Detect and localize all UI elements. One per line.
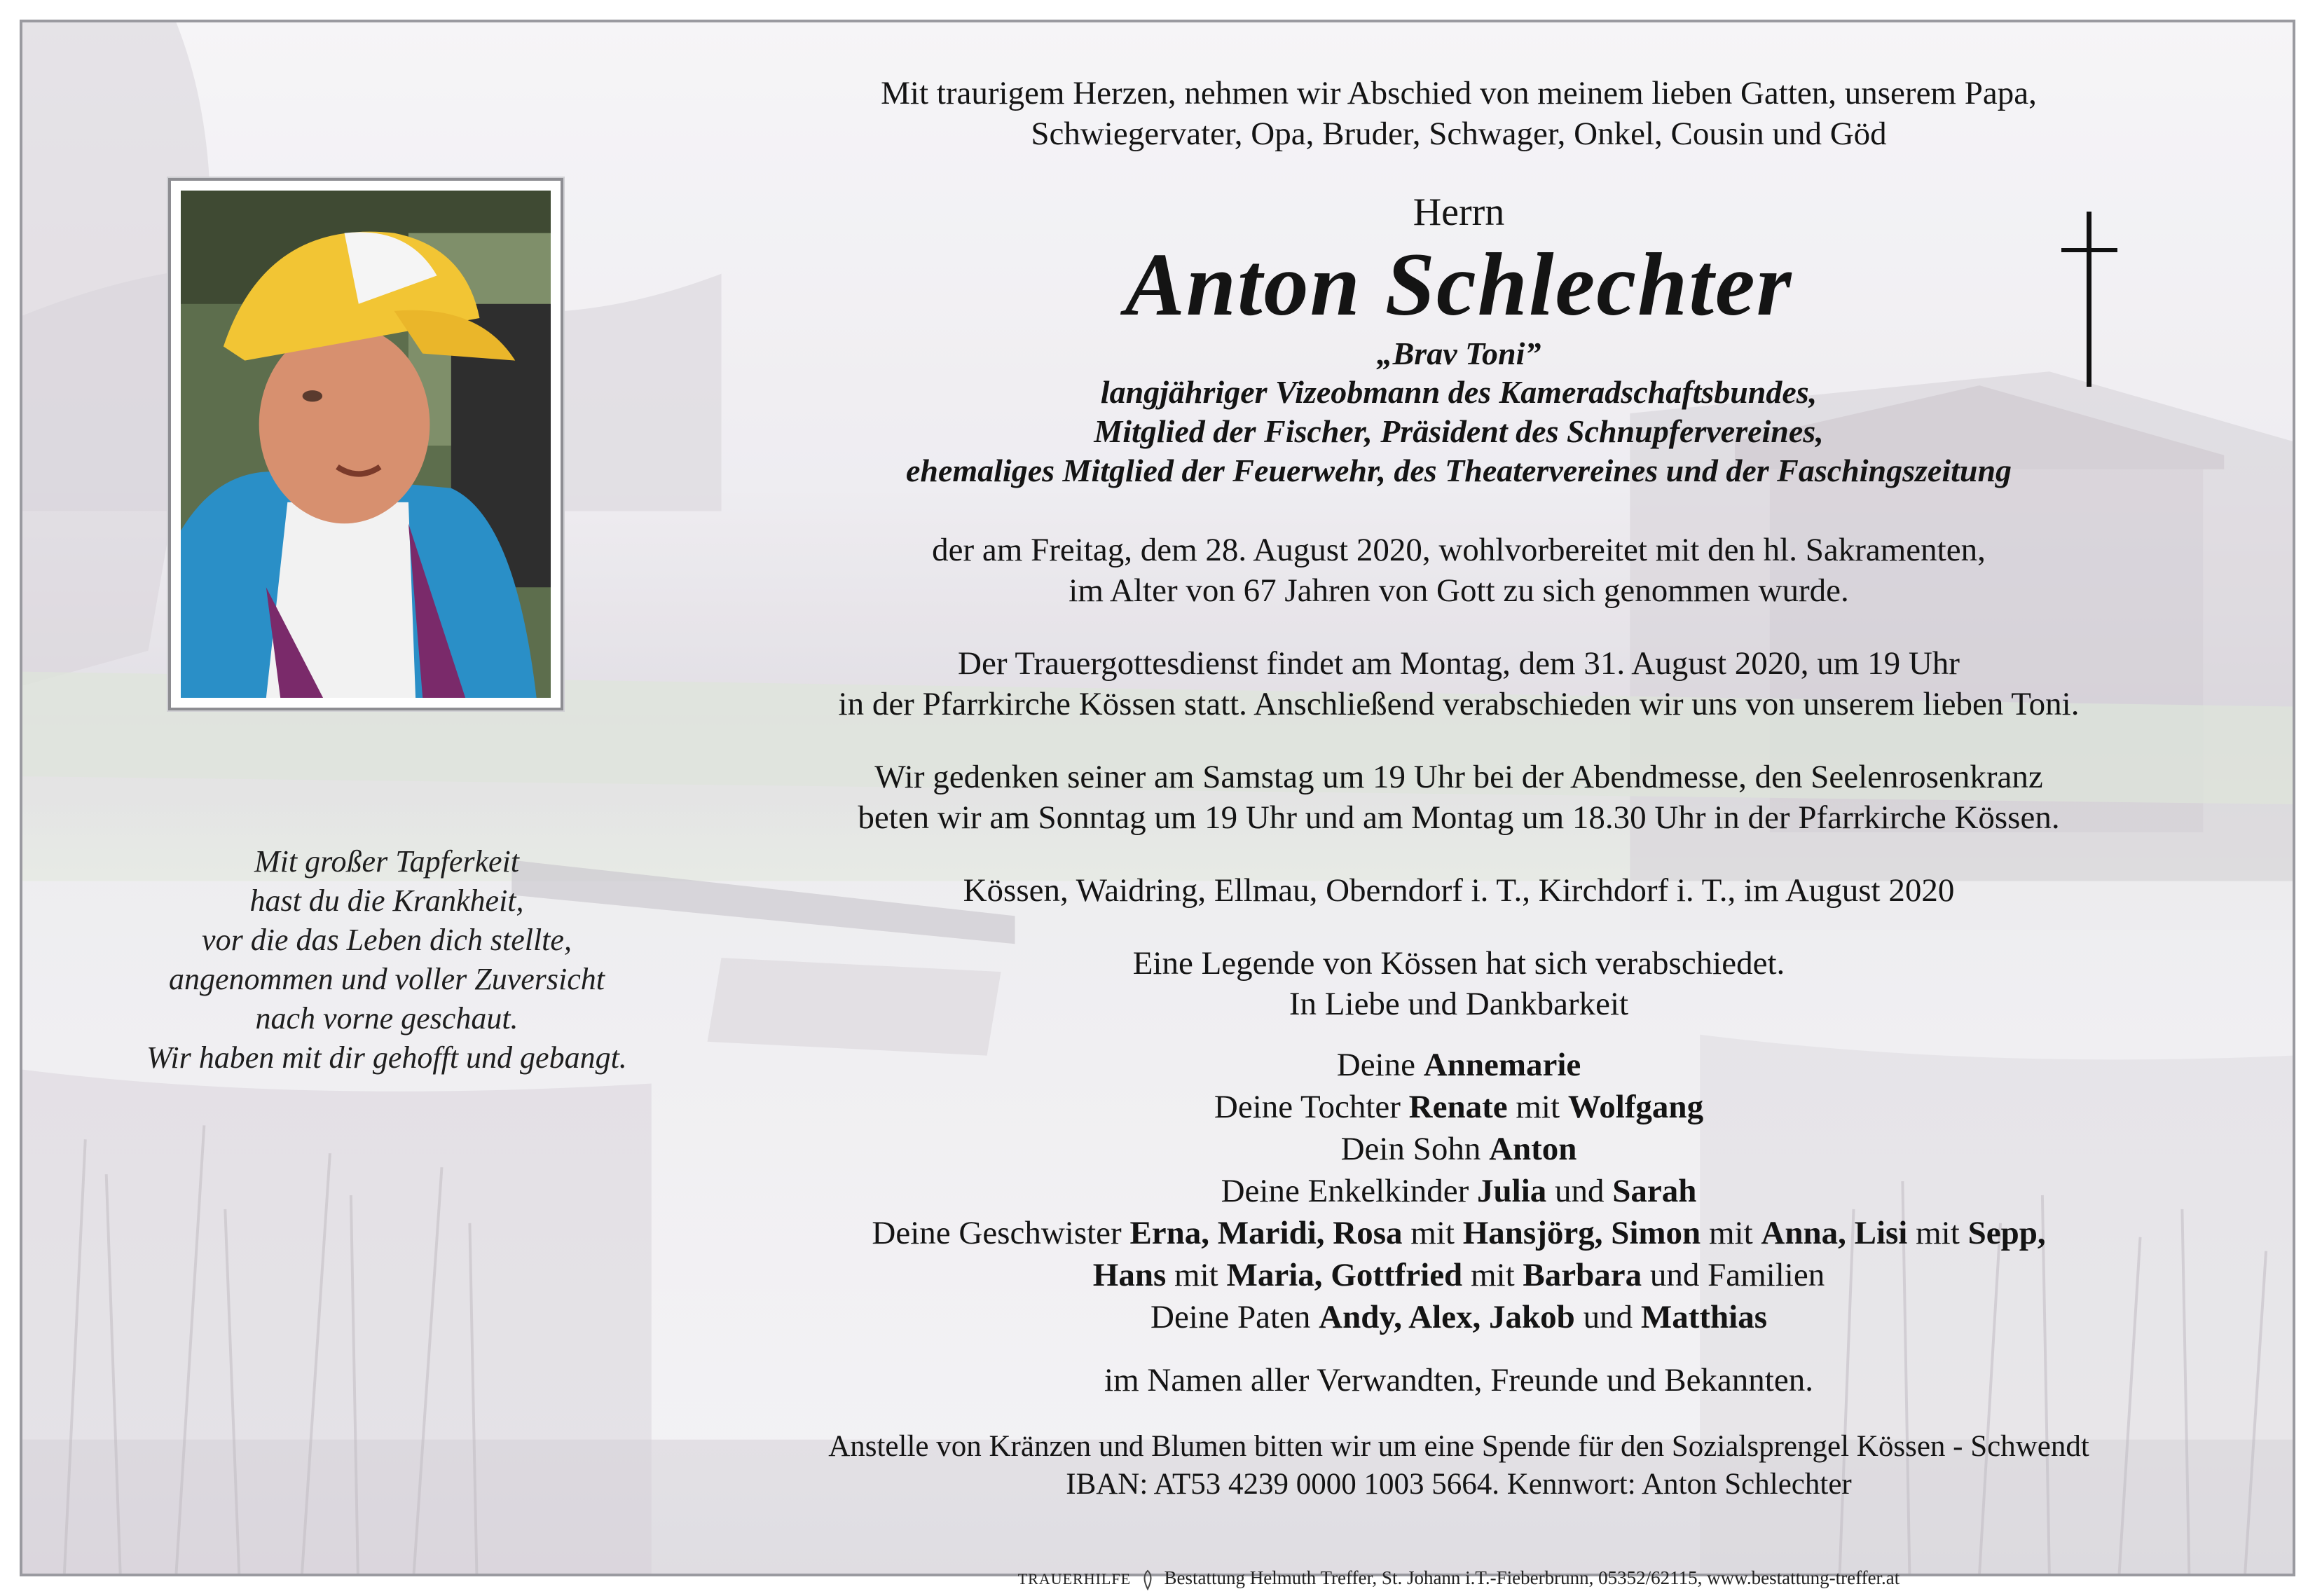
places-date [723, 870, 2194, 911]
relation: Deine Paten [1150, 1299, 1319, 1335]
connector: und [1546, 1173, 1613, 1209]
poem-line: vor die das Leben dich stellte, [202, 923, 572, 957]
relation: Deine Tochter [1214, 1089, 1409, 1125]
roles [723, 373, 2194, 490]
connector: mit [1507, 1089, 1568, 1125]
portrait-photo-frame [168, 178, 563, 710]
poem-line: Wir haben mit dir gehofft und gebangt. [146, 1040, 627, 1075]
connector: mit [1402, 1215, 1463, 1251]
footer [723, 1567, 2194, 1590]
poem-line: hast du die Krankheit, [249, 883, 524, 918]
salutation: Herrn [1413, 191, 1505, 234]
mourner-name: Hans [1092, 1257, 1167, 1293]
intro-line: Mit traurigem Herzen, nehmen wir Abschied von meinem lieben Gatten, unserem Papa, [881, 75, 2037, 111]
footer-text: Bestattung Helmuth Treffer, St. Johann i.T.-Fieberbrunn, 05352/62115, www.bestattung-treffer.at [1164, 1567, 1900, 1588]
obituary-card [20, 20, 2295, 1588]
mourner-line [723, 1170, 2194, 1212]
mourner-name: Anna, Lisi [1761, 1215, 1908, 1251]
paragraph-line: Kössen, Waidring, Ellmau, Oberndorf i. T., Kirchdorf i. T., im August 2020 [963, 872, 1955, 909]
intro [723, 73, 2194, 154]
poem-line: nach vorne geschaut. [255, 1001, 518, 1036]
mourner-name: Sarah [1612, 1173, 1697, 1209]
legend-farewell [723, 943, 2194, 1024]
mourner-name: Maria, Gottfried [1226, 1257, 1463, 1293]
footer-brand: TRAUERHILFE [1017, 1570, 1132, 1588]
portrait-photo [181, 191, 551, 698]
relation: Deine [1336, 1047, 1424, 1083]
relation: Deine Enkelkinder [1221, 1173, 1477, 1209]
mourner-name: Andy, Alex, Jakob [1319, 1299, 1575, 1335]
mourner-name: Wolfgang [1567, 1089, 1704, 1125]
mourner-line [723, 1212, 2194, 1254]
role-line: langjähriger Vizeobmann des Kameradschaftsbundes, [1100, 374, 1818, 410]
role-line: ehemaliges Mitglied der Feuerwehr, des Theatervereines und der Faschingszeitung [905, 453, 2012, 488]
mourner-line [723, 1086, 2194, 1128]
funeral-service [723, 643, 2194, 724]
mourner-name: Erna, Maridi, Rosa [1129, 1215, 1403, 1251]
connector: mit [1462, 1257, 1523, 1293]
death-notice [723, 530, 2194, 611]
mourner-name: Matthias [1640, 1299, 1767, 1335]
paragraph-line: im Alter von 67 Jahren von Gott zu sich genommen wurde. [1069, 572, 1849, 609]
paragraph-line: der am Freitag, dem 28. August 2020, wohlvorbereitet mit den hl. Sakramenten, [932, 532, 1986, 568]
mourner-name: Barbara [1523, 1257, 1642, 1293]
poem-line: angenommen und voller Zuversicht [169, 962, 605, 996]
mourner-line [723, 1296, 2194, 1338]
mourner-name: Annemarie [1423, 1047, 1581, 1083]
funeral-home-logo-icon [1140, 1569, 1155, 1590]
relation: Deine Geschwister [872, 1215, 1130, 1251]
paragraph-line: Wir gedenken seiner am Samstag um 19 Uhr bei der Abendmesse, den Seelenrosenkranz [874, 759, 2043, 795]
mourner-line [723, 1128, 2194, 1170]
poem-line: Mit großer Tapferkeit [254, 844, 520, 879]
obituary-text [723, 73, 2194, 1504]
mourners-list [723, 1044, 2194, 1338]
paragraph-line: beten wir am Sonntag um 19 Uhr und am Montag um 18.30 Uhr in der Pfarrkirche Kössen. [858, 799, 2060, 836]
mourner-name: Sepp, [1967, 1215, 2046, 1251]
deceased-name: Anton Schlechter [1125, 235, 1793, 334]
connector: und Familien [1642, 1257, 1825, 1293]
donation-line: Anstelle von Kränzen und Blumen bitten wir um eine Spende für den Sozialsprengel Kössen - Schwendt [828, 1430, 2089, 1463]
poem [78, 842, 695, 1078]
connector: mit [1166, 1257, 1227, 1293]
connector: und [1574, 1299, 1641, 1335]
donation-request [723, 1428, 2194, 1504]
paragraph-line: Eine Legende von Kössen hat sich verabschiedet. [1132, 945, 1785, 982]
mourner-name: Renate [1408, 1089, 1508, 1125]
mourner-name: Hansjörg, Simon [1462, 1215, 1701, 1251]
closing-line: im Namen aller Verwandten, Freunde und Bekannten. [1104, 1362, 1813, 1398]
mourner-name: Julia [1477, 1173, 1547, 1209]
nickname: „Brav Toni” [1376, 336, 1541, 371]
mourner-line [723, 1254, 2194, 1296]
connector: mit [1701, 1215, 1761, 1251]
connector: mit [1907, 1215, 1968, 1251]
role-line: Mitglied der Fischer, Präsident des Schnupfervereines, [1094, 413, 1824, 449]
paragraph-line: Der Trauergottesdienst findet am Montag, dem 31. August 2020, um 19 Uhr [958, 645, 1960, 682]
relation: Dein Sohn [1340, 1131, 1490, 1167]
intro-line: Schwiegervater, Opa, Bruder, Schwager, Onkel, Cousin und Göd [1031, 116, 1887, 152]
memorial-masses [723, 757, 2194, 838]
mourner-line [723, 1044, 2194, 1086]
paragraph-line: In Liebe und Dankbarkeit [1289, 986, 1629, 1022]
mourner-name: Anton [1489, 1131, 1577, 1167]
paragraph-line: in der Pfarrkirche Kössen statt. Anschließend verabschieden wir uns von unserem lieben Toni. [838, 686, 2080, 722]
donation-iban: IBAN: AT53 4239 0000 1003 5664. Kennwort: Anton Schlechter [1066, 1468, 1852, 1501]
